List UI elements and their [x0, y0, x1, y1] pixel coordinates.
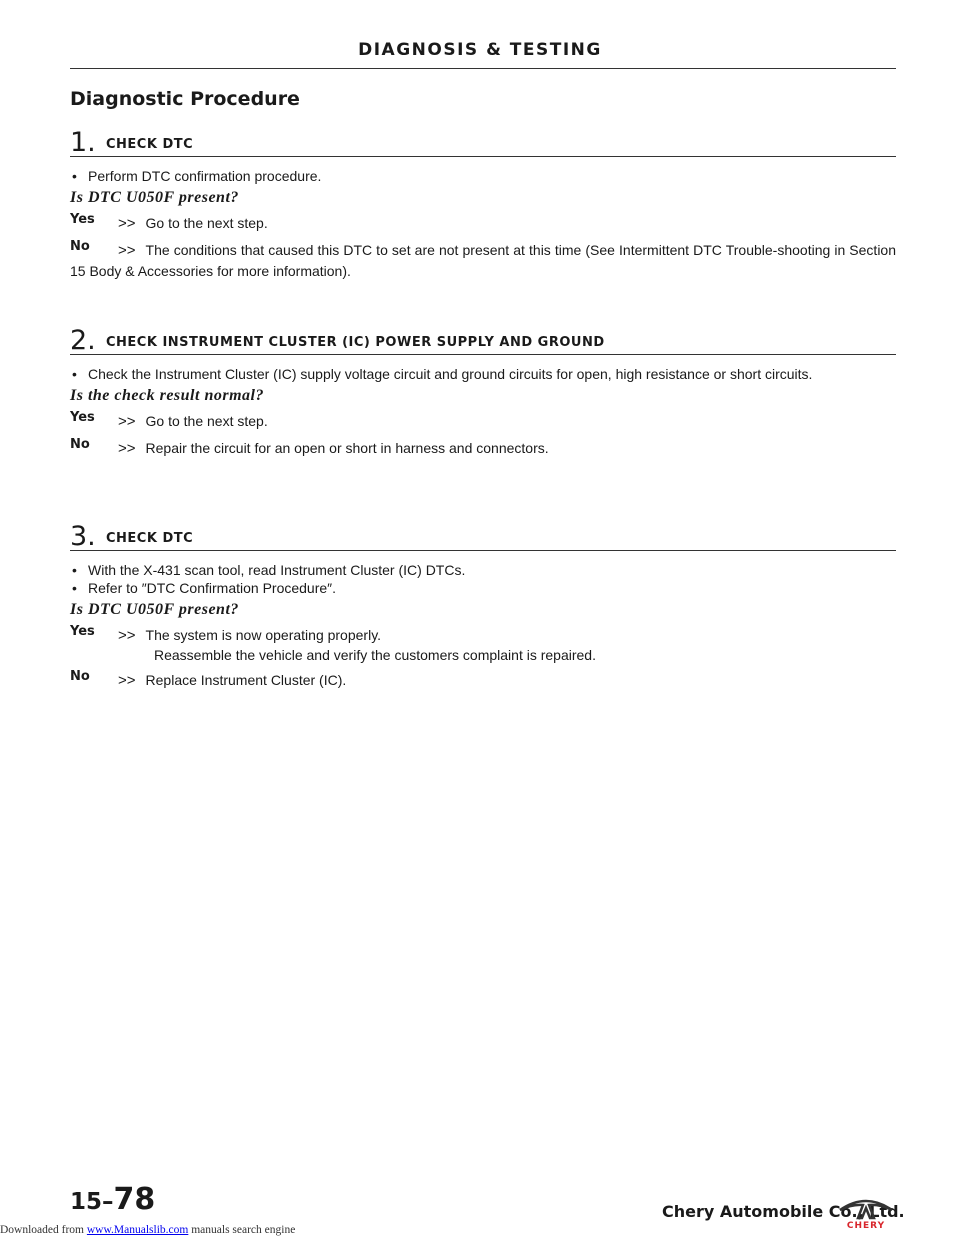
step-2-number: 2. — [70, 325, 96, 356]
step-1-question: Is DTC U050F present? — [70, 189, 239, 206]
chery-logo-icon — [836, 1196, 896, 1230]
step-3-bullets — [70, 561, 896, 597]
arrow-icon: >> — [118, 242, 136, 259]
step-1-bullets — [70, 167, 896, 185]
arrow-icon: >> — [118, 413, 136, 430]
yes-text: Go to the next step. — [145, 215, 268, 231]
yes-text-continued: Reassemble the vehicle and verify the customers complaint is repaired. — [154, 647, 596, 663]
step-2-yes-answer — [70, 411, 896, 432]
company-name: Chery Automobile Co., Ltd. — [662, 1202, 905, 1221]
page-num: 78 — [113, 1182, 156, 1217]
logo-lettering: CHERY — [846, 1221, 886, 1230]
list-item: • Check the Instrument Cluster (IC) supply voltage circuit and ground circuits for open, high resistance or short circuits. — [72, 366, 813, 382]
step-3-number: 3. — [70, 521, 96, 552]
step-2-question: Is the check result normal? — [70, 387, 264, 404]
no-label: No — [70, 437, 90, 452]
step-2-no-answer — [70, 438, 896, 459]
list-item: • Refer to ″DTC Confirmation Procedure″. — [72, 580, 337, 596]
arrow-icon: >> — [118, 672, 136, 689]
step-3 — [70, 522, 896, 691]
step-2-bullets — [70, 365, 896, 383]
yes-label: Yes — [70, 410, 95, 425]
yes-label: Yes — [70, 212, 95, 227]
section-heading: Diagnostic Procedure — [70, 88, 300, 110]
step-2 — [70, 326, 896, 459]
step-2-header — [70, 326, 896, 355]
step-1-no-answer — [70, 240, 896, 282]
step-1-header — [70, 128, 896, 157]
bullet-icon: • — [72, 580, 77, 596]
header-divider — [70, 68, 896, 69]
no-text: Repair the circuit for an open or short in harness and connectors. — [145, 440, 549, 456]
no-label: No — [70, 669, 90, 684]
manualslib-link[interactable]: www.Manualslib.com — [86, 1224, 189, 1236]
no-text: The conditions that caused this DTC to set are not present at this time (See Intermittent DTC Trouble-shooting in Section 15 Body & Accessories for more information). — [70, 242, 896, 279]
step-3-header — [70, 522, 896, 551]
list-item: • Perform DTC confirmation procedure. — [72, 168, 322, 184]
step-3-question: Is DTC U050F present? — [70, 601, 239, 618]
yes-label: Yes — [70, 624, 95, 639]
bullet-icon: • — [72, 168, 77, 184]
step-1-yes-answer — [70, 213, 896, 234]
step-2-title: CHECK INSTRUMENT CLUSTER (IC) POWER SUPPLY AND GROUND — [106, 335, 605, 350]
step-3-no-answer — [70, 670, 896, 691]
download-note — [0, 1224, 295, 1236]
no-label: No — [70, 239, 90, 254]
page-section: 15– — [70, 1189, 114, 1215]
list-item: • With the X-431 scan tool, read Instrument Cluster (IC) DTCs. — [72, 562, 466, 578]
yes-text: Go to the next step. — [145, 413, 268, 429]
arrow-icon: >> — [118, 627, 136, 644]
step-3-title: CHECK DTC — [106, 531, 194, 546]
download-prefix: Downloaded from — [0, 1224, 87, 1236]
download-suffix: manuals search engine — [188, 1224, 296, 1236]
page-header-title: DIAGNOSIS & TESTING — [358, 40, 602, 60]
arrow-icon: >> — [118, 440, 136, 457]
step-1-title: CHECK DTC — [106, 137, 194, 152]
bullet-icon: • — [72, 366, 77, 382]
no-text: Replace Instrument Cluster (IC). — [145, 672, 347, 688]
arrow-icon: >> — [118, 215, 136, 232]
page-number — [70, 1182, 155, 1217]
step-1-number: 1. — [70, 127, 96, 158]
yes-text: The system is now operating properly. — [145, 627, 382, 643]
step-3-yes-answer — [70, 625, 896, 664]
step-1 — [70, 128, 896, 282]
bullet-icon: • — [72, 562, 77, 578]
